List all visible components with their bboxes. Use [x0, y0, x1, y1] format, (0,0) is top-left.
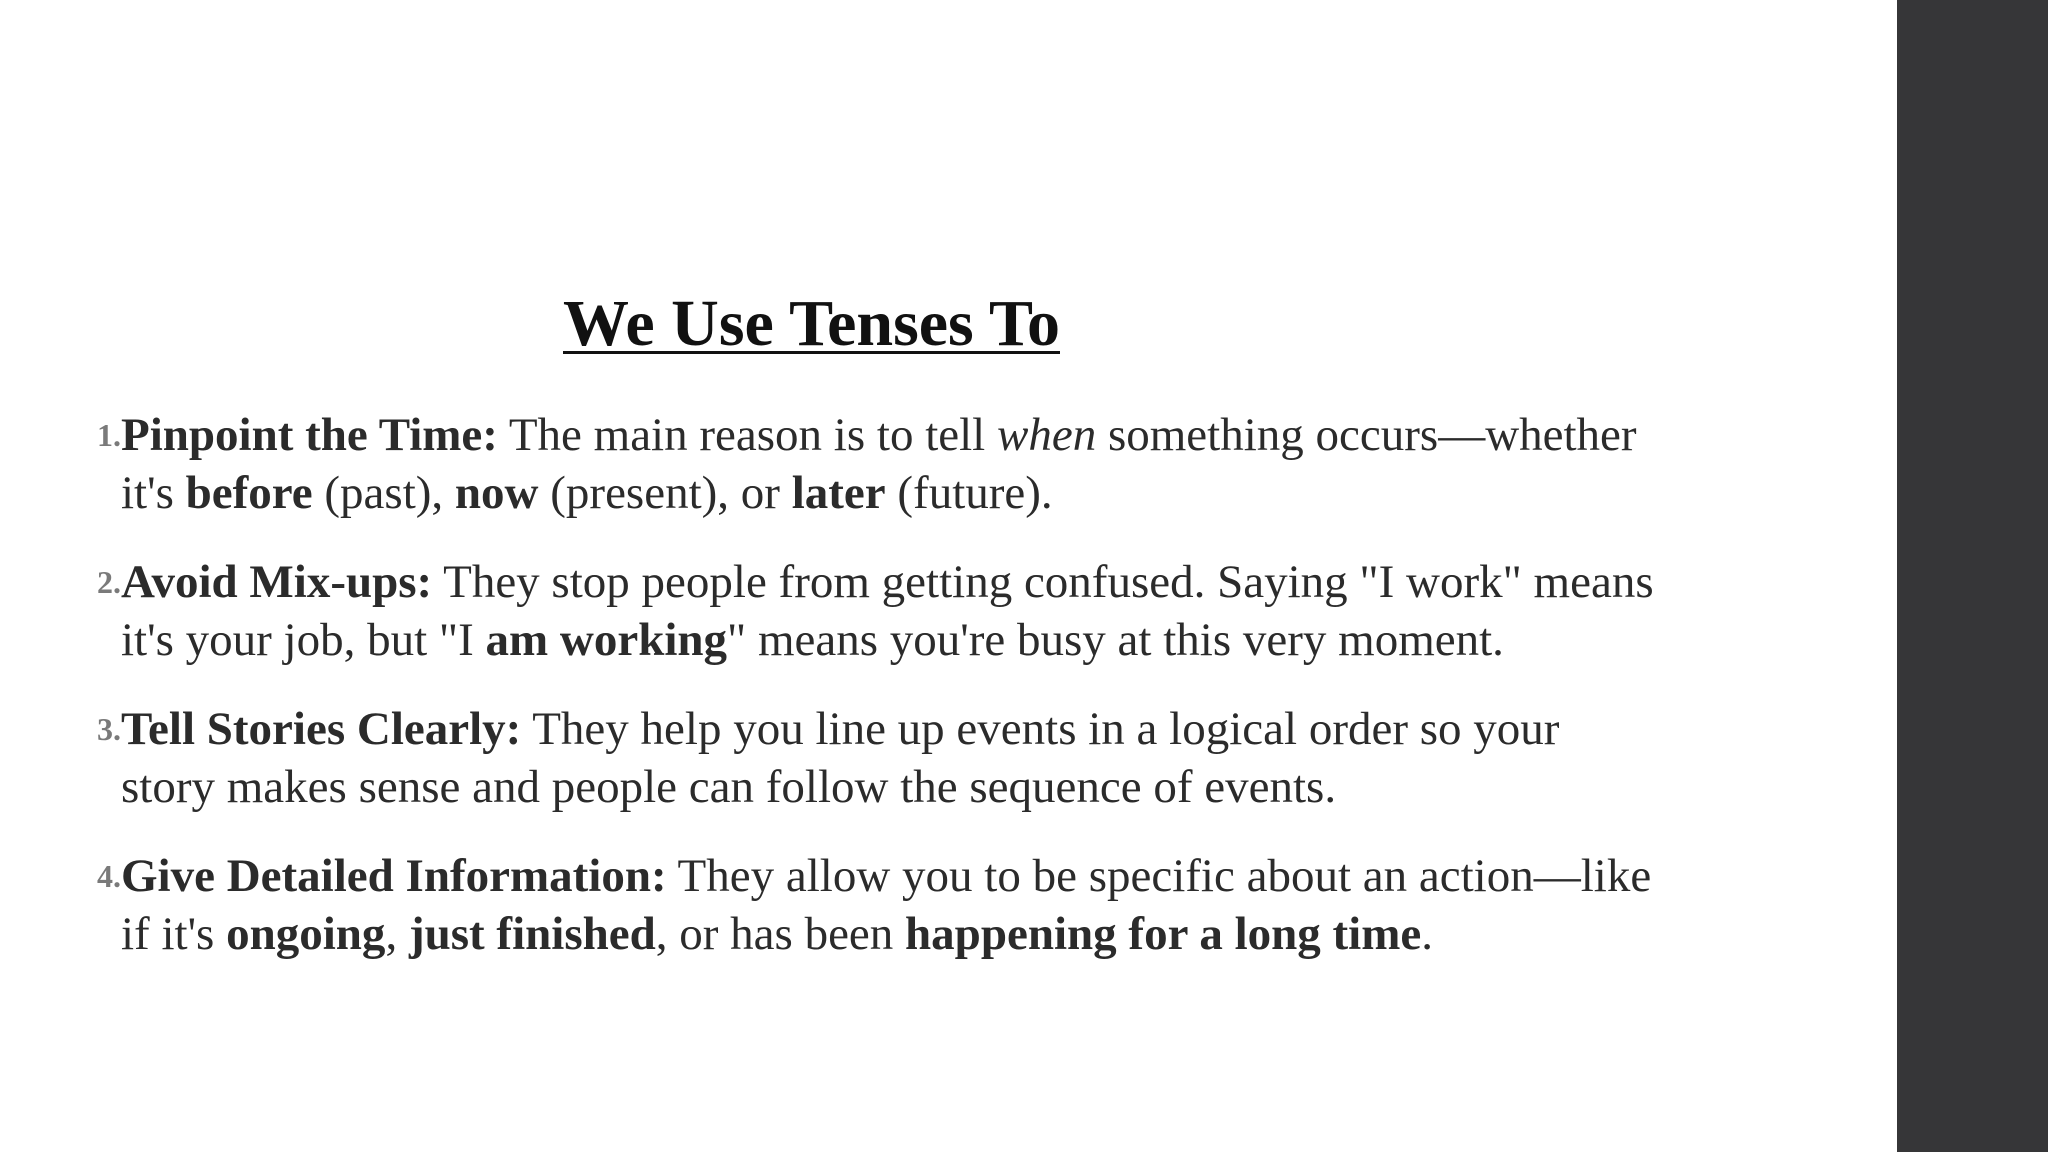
text-run: They help you line up events in a logical order so your	[521, 703, 1560, 755]
list-item-line	[121, 406, 1808, 464]
text-run: before	[185, 467, 313, 519]
text-run: ongoing	[226, 908, 386, 960]
text-run: .	[1421, 908, 1433, 960]
text-run: (past),	[312, 467, 455, 519]
text-run: They allow you to be specific about an action—like	[666, 850, 1652, 902]
text-run: it's your job, but "I	[121, 614, 486, 666]
text-run: (future).	[885, 467, 1053, 519]
text-run: They stop people from getting confused. Saying "I work" means	[432, 556, 1654, 608]
list-item	[88, 553, 1808, 669]
text-run: ,	[385, 908, 409, 960]
bullet-list	[88, 406, 1808, 994]
list-item	[88, 700, 1808, 816]
list-item	[88, 847, 1808, 963]
text-run: Tell Stories Clearly:	[121, 703, 522, 755]
list-item-number: 4.	[97, 858, 121, 894]
text-run: (present), or	[538, 467, 792, 519]
text-run: something occurs—whether	[1096, 409, 1637, 461]
text-run: Avoid Mix-ups:	[121, 556, 433, 608]
list-item-number: 3.	[97, 711, 121, 747]
text-run: it's	[121, 467, 186, 519]
text-run: happening for a long time	[905, 908, 1422, 960]
text-run: when	[996, 409, 1097, 461]
text-run: " means you're busy at this very moment.	[727, 614, 1504, 666]
side-bar	[1897, 0, 2048, 1152]
list-item-line	[121, 700, 1808, 758]
text-run: story makes sense and people can follow the sequence of events.	[121, 761, 1337, 813]
text-run: just finished	[408, 908, 656, 960]
text-run: am working	[485, 614, 728, 666]
text-run: later	[791, 467, 886, 519]
list-item-line	[121, 758, 1808, 816]
text-run: if it's	[121, 908, 227, 960]
list-item-line	[121, 847, 1808, 905]
text-run: Give Detailed Information:	[121, 850, 667, 902]
list-item-line	[121, 905, 1808, 963]
text-run: now	[454, 467, 539, 519]
list-item-line	[121, 553, 1808, 611]
text-run: , or has been	[655, 908, 906, 960]
list-item-number: 1.	[97, 417, 121, 453]
text-run: Pinpoint the Time:	[121, 409, 498, 461]
list-item	[88, 406, 1808, 522]
list-item-line	[121, 464, 1808, 522]
slide-title: We Use Tenses To	[563, 287, 1060, 360]
list-item-line	[121, 611, 1808, 669]
list-item-number: 2.	[97, 564, 121, 600]
text-run: The main reason is to tell	[497, 409, 997, 461]
